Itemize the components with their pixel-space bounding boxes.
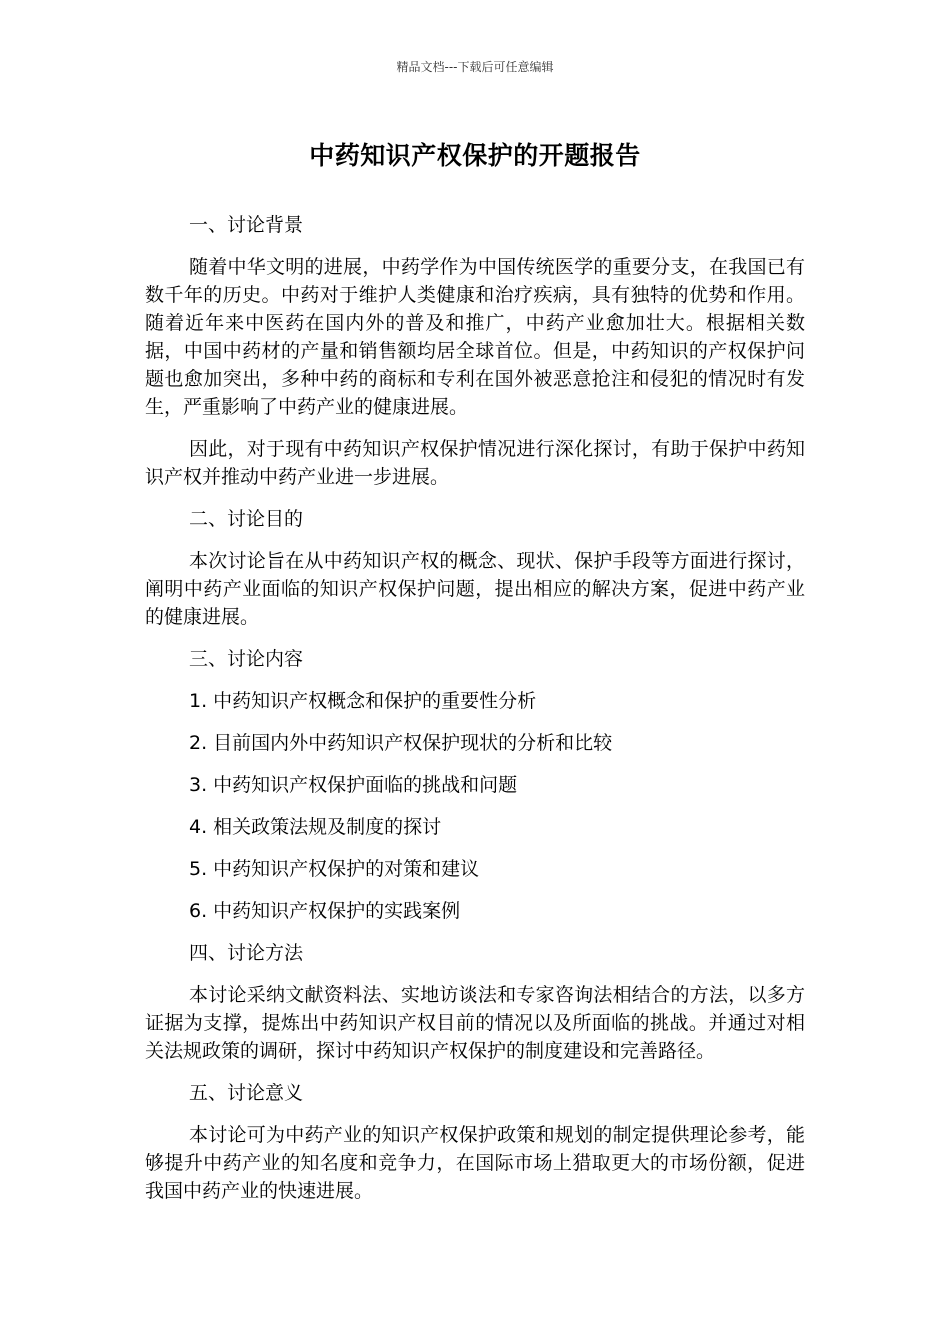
document-title: 中药知识产权保护的开题报告 <box>309 141 641 170</box>
paragraph: 因此，对于现有中药知识产权保护情况进行深化探讨，有助于保护中药知识产权并推动中药产业进一步进展。 <box>145 438 805 488</box>
list-item: 2. 目前国内外中药知识产权保护现状的分析和比较 <box>189 732 613 754</box>
list-item: 5. 中药知识产权保护的对策和建议 <box>189 858 480 880</box>
paragraph: 本讨论可为中药产业的知识产权保护政策和规划的制定提供理论参考，能够提升中药产业的知名度和竞争力，在国际市场上猎取更大的市场份额，促进我国中药产业的快速进展。 <box>145 1124 805 1202</box>
section-heading-significance: 五、讨论意义 <box>189 1082 304 1104</box>
section-heading-purpose: 二、讨论目的 <box>189 508 304 530</box>
section-heading-content: 三、讨论内容 <box>189 648 304 670</box>
section-heading-method: 四、讨论方法 <box>189 942 304 964</box>
document-body <box>145 211 805 1219</box>
list-item: 6. 中药知识产权保护的实践案例 <box>189 900 461 922</box>
list-item: 1. 中药知识产权概念和保护的重要性分析 <box>189 690 537 712</box>
header-note: 精品文档---下载后可任意编辑 <box>396 60 554 74</box>
list-item: 4. 相关政策法规及制度的探讨 <box>189 816 442 838</box>
paragraph: 本次讨论旨在从中药知识产权的概念、现状、保护手段等方面进行探讨，阐明中药产业面临的知识产权保护问题，提出相应的解决方案，促进中药产业的健康进展。 <box>145 550 805 628</box>
paragraph: 本讨论采纳文献资料法、实地访谈法和专家咨询法相结合的方法，以多方证据为支撑，提炼出中药知识产权目前的情况以及所面临的挑战。并通过对相关法规政策的调研，探讨中药知识产权保护的制度建设和完善路径。 <box>145 984 805 1062</box>
section-heading-background: 一、讨论背景 <box>189 214 304 236</box>
paragraph: 随着中华文明的进展，中药学作为中国传统医学的重要分支，在我国已有数千年的历史。中药对于维护人类健康和治疗疾病，具有独特的优势和作用。随着近年来中医药在国内外的普及和推广，中药产业愈加壮大。根据相关数据，中国中药材的产量和销售额均居全球首位。但是，中药知识的产权保护问题也愈加突出，多种中药的商标和专利在国外被恶意抢注和侵犯的情况时有发生，严重影响了中药产业的健康进展。 <box>145 256 805 418</box>
list-item: 3. 中药知识产权保护面临的挑战和问题 <box>189 774 518 796</box>
